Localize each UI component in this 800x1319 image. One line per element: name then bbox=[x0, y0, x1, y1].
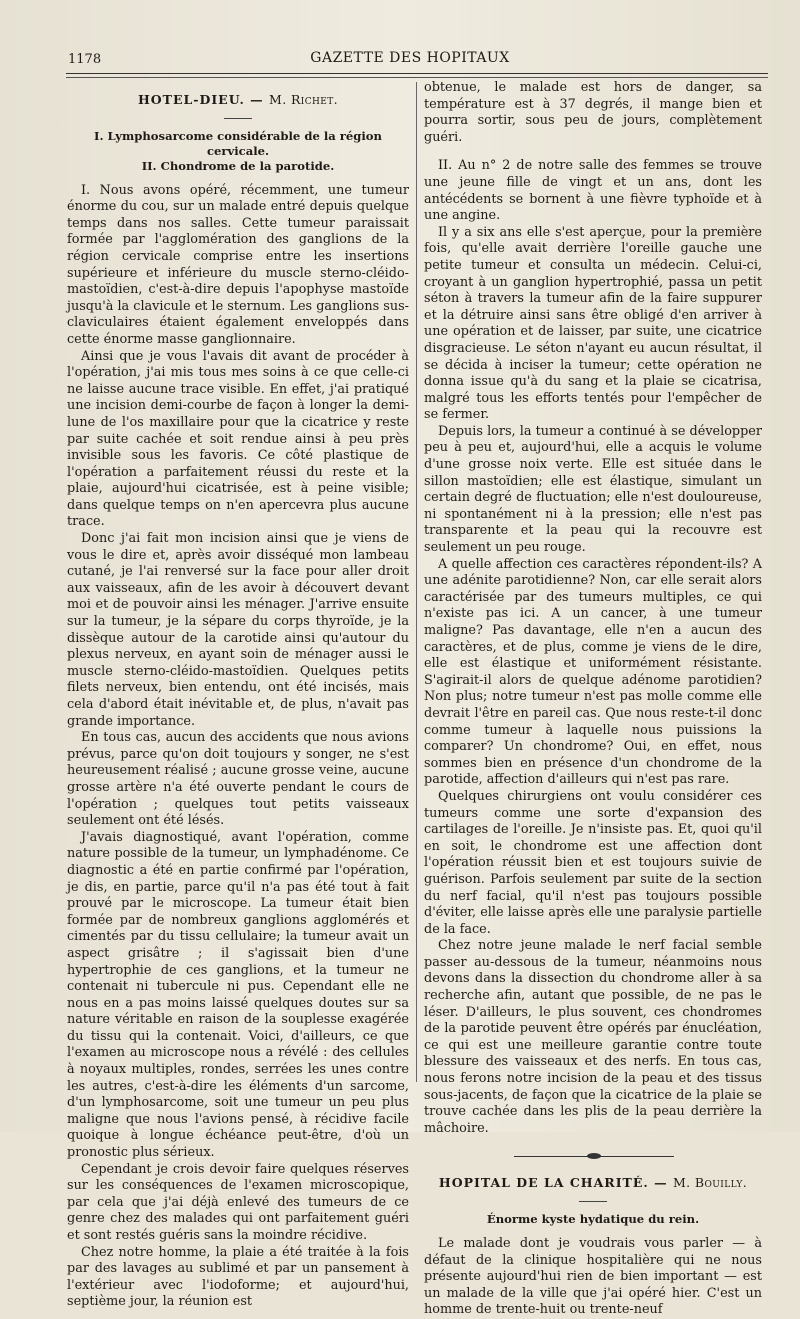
section-author: M. Bouilly. bbox=[672, 1175, 748, 1191]
section-ornament bbox=[424, 1147, 762, 1167]
paragraph: Le malade dont je voudrais vous parler — à défaut de la clinique hospitalière qui ne nous présente aujourd'hui rien de bien important — est un malade de la ville que j'ai opéré hier. C'est un homme de trente-huit ou trente-neuf bbox=[424, 1236, 762, 1318]
subtitle-line-1: I. Lymphosarcome considérable de la région cervicale. bbox=[94, 128, 382, 158]
section-name: HOTEL-DIEU. bbox=[137, 92, 245, 107]
paragraph: Depuis lors, la tumeur a continué à se développer peu à peu et, aujourd'hui, elle a acquis le volume d'une grosse noix verte. Elle est située dans le sillon mastoïdien; elle est élastique, simulant un certain degré de fluctuation; elle n'est douloureuse, ni spontanément ni à la pression; elle n'est pas transparente et la peau qui la recouvre est seulement un peu rouge. bbox=[424, 423, 762, 556]
paragraph: Chez notre jeune malade le nerf facial semble passer au-dessous de la tumeur, néanmoins nous devons dans la dissection du chondrome aller à sa recherche afin, autant que possible, de ne pas le léser. D'ailleurs, le plus souvent, ces chondromes de la parotide peuvent être opérés par énucléation, ce qui est une meilleure garantie contre toute blessure des vaisseaux et des nerfs. En tous cas, nous ferons notre incision de la peau et des tissus sous-jacents, de façon que la cicatrice de la plaie se trouve cachée dans les plis de la peau derrière la mâchoire. bbox=[424, 938, 762, 1136]
short-rule bbox=[579, 1201, 607, 1202]
section-heading-hotel-dieu bbox=[67, 92, 409, 109]
section-dash: — bbox=[250, 92, 264, 107]
paragraph: Cependant je crois devoir faire quelques réserves sur les conséquences de l'examen microscopique, par cela que j'ai déjà enlevé des tumeurs de ce genre chez des malades qui ont parfaitement guéri et sont restés guéris sans la moindre récidive. bbox=[67, 1161, 409, 1243]
column-divider bbox=[416, 82, 417, 1082]
paragraph: Ainsi que je vous l'avais dit avant de procéder à l'opération, j'ai mis tous mes soins à ce que celle-ci ne laisse aucune trace visible. En effet, j'ai pratiqué une incision demi-courbe de façon à longer la demi-lune de l'os maxillaire pour que la cicatrice y reste par suite cachée et soit rendue ainsi à peu près invisible sous les favoris. Ce côté plastique de l'opération a parfaitement réussi du reste et la plaie, aujourd'hui cicatrisée, est à peine visible; dans quelque temps on n'en apercevra plus aucune trace. bbox=[67, 348, 409, 530]
section-name: HOPITAL DE LA CHARITÉ. bbox=[438, 1175, 649, 1191]
left-column bbox=[67, 88, 409, 1311]
paragraph-gap bbox=[424, 146, 762, 158]
continued-paragraph: obtenue, le malade est hors de danger, sa température est à 37 degrés, il mange bien et pourra sortir, sous peu de jours, complètement guéri. bbox=[424, 80, 762, 145]
page-header bbox=[60, 50, 760, 72]
paragraph: Quelques chirurgiens ont voulu considérer ces tumeurs comme une sorte d'expansion des cartilages de l'oreille. Je n'insiste pas. Et, quoi qu'il en soit, le chondrome est une affection dont l'opération réussit bien et est toujours suivie de guérison. Parfois seulement par suite de la section du nerf facial, qu'il n'est pas toujours possible d'éviter, elle laisse après elle une paralysie partielle de la face. bbox=[424, 788, 762, 937]
paragraph: II. Au n° 2 de notre salle des femmes se trouve une jeune fille de vingt et un ans, dont les antécédents se bornent à une fièvre typhoïde et à une angine. bbox=[424, 158, 762, 224]
header-rule-thick bbox=[66, 73, 768, 74]
paragraph: I. Nous avons opéré, récemment, une tumeur énorme du cou, sur un malade entré depuis quelque temps dans nos salles. Cette tumeur paraissait formée par l'agglomération des ganglions de la région cervicale comprise entre les insertions supérieure et inférieure du muscle sterno-cléido-mastoïdien, c'est-à-dire depuis l'apophyse mastoïde jusqu'à la clavicule et le sternum. Les ganglions sus-claviculaires étaient également enveloppés dans cette énorme masse ganglionnaire. bbox=[67, 182, 409, 347]
article-subtitle: Énorme kyste hydatique du rein. bbox=[486, 1212, 700, 1226]
short-rule bbox=[224, 118, 252, 119]
article-subtitle bbox=[67, 129, 409, 174]
header-rule-thin bbox=[66, 77, 768, 78]
right-column bbox=[424, 80, 762, 1319]
paragraph: En tous cas, aucun des accidents que nous avions prévus, parce qu'on doit toujours y songer, ne s'est heureusement réalisé ; aucune grosse veine, aucune grosse artère n'a été ouverte pendant le cours de l'opération ; quelques tout petits vaisseaux seulement ont été lésés. bbox=[67, 730, 409, 829]
paragraph: Il y a six ans elle s'est aperçue, pour la première fois, qu'elle avait derrière l'oreille gauche une petite tumeur et consulta un médecin. Celui-ci, croyant à un ganglion hypertrophié, passa un petit séton à travers la tumeur afin de la faire suppurer et la détruire ainsi sans être obligé d'en arriver à une opération et de laisser, par suite, une cicatrice disgracieuse. Le séton n'ayant eu aucun résultat, il se décida à inciser la tumeur; cette opération ne donna issue qu'à du sang et la plaie se cicatrisa, malgré tous les efforts tentés pour l'empêcher de se fermer. bbox=[424, 224, 762, 423]
running-title: GAZETTE DES HOPITAUX bbox=[310, 50, 510, 66]
paragraph: Donc j'ai fait mon incision ainsi que je viens de vous le dire et, après avoir disséqué mon lambeau cutané, je l'ai renversé sur la face pour aller droit aux vaisseaux, afin de les avoir à découvert devant moi et de pouvoir ainsi les ménager. J'arrive ensuite sur la tumeur, je la sépare du corps thyroïde, je la dissèque autour de la carotide ainsi qu'autour du plexus nerveux, en ayant soin de ménager aussi le muscle sterno-cléido-mastoïdien. Quelques petits filets nerveux, bien entendu, ont été incisés, mais cela d'abord était inévitable et, de plus, n'avait pas grande importance. bbox=[67, 531, 409, 729]
paragraph: J'avais diagnostiqué, avant l'opération, comme nature possible de la tumeur, un lymphadénome. Ce diagnostic a été en partie confirmé par l'opération, je dis, en partie, parce qu'il n'a pas été tout à fait prouvé par le microscope. La tumeur était bien formée par de nombreux ganglions agglomérés et cimentés par du tissu cellulaire; la tumeur avait un aspect grisâtre ; il s'agissait bien d'une hypertrophie de ces ganglions, et la tumeur ne contenait ni tubercule ni pus. Cependant elle ne nous en a pas moins laissé quelques doutes sur sa nature véritable en raison de la souplesse exagérée du tissu qui la contenait. Voici, d'ailleurs, ce que l'examen au microscope nous a révélé : des cellules à noyaux multiples, rondes, serrées les unes contre les autres, c'est-à-dire les éléments d'un sarcome, d'un lymphosarcome, soit une tumeur un peu plus maligne que nous l'avions pensé, à récidive facile quoique à longue échéance peut-être, d'où un pronostic plus sérieux. bbox=[67, 829, 409, 1161]
page-number: 1178 bbox=[68, 52, 102, 67]
section-author: M. Richet. bbox=[269, 92, 339, 107]
section-dash: — bbox=[654, 1175, 668, 1191]
ornament-dot bbox=[587, 1153, 601, 1159]
subtitle-line-2: II. Chondrome de la parotide. bbox=[141, 158, 335, 173]
section-heading-charite bbox=[424, 1175, 762, 1192]
paragraph: Chez notre homme, la plaie a été traitée à la fois par des lavages au sublimé et par un pansement à l'extérieur avec l'iodoforme; et aujourd'hui, septième jour, la réunion est bbox=[67, 1244, 409, 1310]
paragraph: A quelle affection ces caractères répondent-ils? A une adénite parotidienne? Non, car elle serait alors caractérisée par des tumeurs multiples, ce qui n'existe pas ici. A un cancer, à une tumeur maligne? Pas davantage, elle n'en a aucun des caractères, et de plus, comme je viens de le dire, elle est élastique et uniformément résistante. S'agirait-il alors de quelque adénome parotidien? Non plus; notre tumeur n'est pas molle comme elle devrait l'être en pareil cas. Que nous reste-t-il donc comme tumeur à laquelle nous puissions la comparer? Un chondrome? Oui, en effet, nous sommes bien en présence d'un chondrome de la parotide, affection d'ailleurs qui n'est pas rare. bbox=[424, 556, 762, 788]
